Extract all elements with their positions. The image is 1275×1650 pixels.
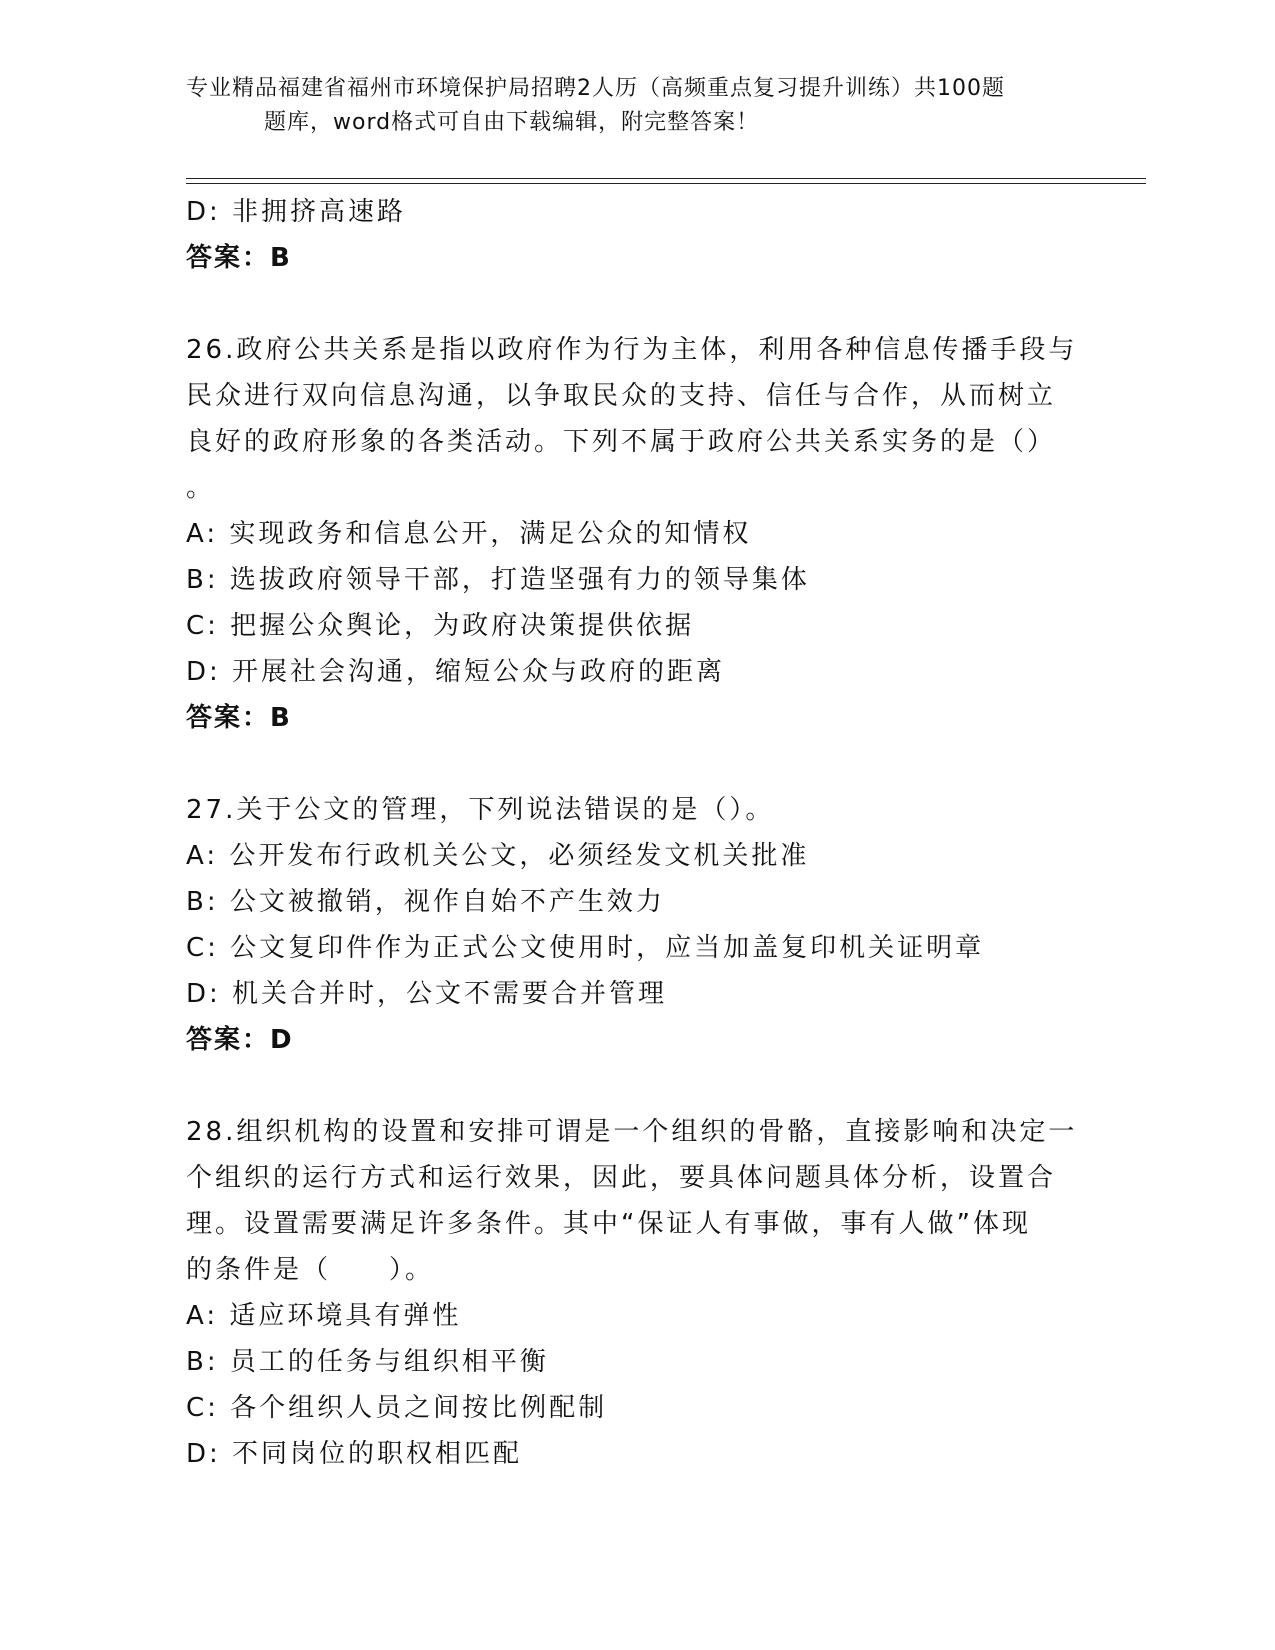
q27-option-d: D: 机关合并时，公文不需要合并管理: [186, 979, 668, 1009]
spacer: [186, 281, 1086, 327]
q28-option-b: B: 员工的任务与组织相平衡: [186, 1347, 549, 1377]
q26-stem-line-2: 民众进行双向信息沟通，以争取民众的支持、信任与合作，从而树立: [186, 381, 1057, 411]
q25-answer: 答案：B: [186, 243, 292, 273]
q28-option-d: D: 不同岗位的职权相匹配: [186, 1439, 523, 1469]
q27-option-c: C: 公文复印件作为正式公文使用时，应当加盖复印机关证明章: [186, 933, 985, 963]
q27-option-a: A: 公开发布行政机关公文，必须经发文机关批准: [186, 841, 810, 871]
q27-stem-line-1: 27.关于公文的管理，下列说法错误的是（）。: [186, 795, 775, 825]
q27-option-b: B: 公文被撤销，视作自始不产生效力: [186, 887, 665, 917]
q26-option-b: B: 选拔政府领导干部，打造坚强有力的领导集体: [186, 565, 810, 595]
document-header: [186, 72, 1086, 140]
header-title-line-2: 题库，word格式可自由下载编辑，附完整答案！: [264, 110, 760, 135]
header-title-line-1: 专业精品福建省福州市环境保护局招聘2人历（高频重点复习提升训练）共100题: [186, 76, 1005, 101]
q26-option-a: A: 实现政务和信息公开，满足公众的知情权: [186, 519, 752, 549]
q28-stem-line-1: 28.组织机构的设置和安排可谓是一个组织的骨骼，直接影响和决定一: [186, 1117, 1078, 1147]
q28-stem-line-2: 个组织的运行方式和运行效果，因此，要具体问题具体分析，设置合: [186, 1163, 1057, 1193]
q27-answer: 答案：D: [186, 1025, 294, 1055]
q28-option-c: C: 各个组织人员之间按比例配制: [186, 1393, 608, 1423]
q28-option-a: A: 适应环境具有弹性: [186, 1301, 462, 1331]
header-rule-bottom: [186, 183, 1146, 184]
q26-option-d: D: 开展社会沟通，缩短公众与政府的距离: [186, 657, 726, 687]
q26-option-c: C: 把握公众舆论，为政府决策提供依据: [186, 611, 695, 641]
spacer: [186, 741, 1086, 787]
q25-option-d: D: 非拥挤高速路: [186, 197, 407, 227]
q26-stem-line-1: 26.政府公共关系是指以政府作为行为主体，利用各种信息传播手段与: [186, 335, 1078, 365]
q26-stem-line-4: 。: [186, 473, 216, 503]
q26-answer: 答案：B: [186, 703, 292, 733]
q28-stem-line-4: 的条件是（ ）。: [186, 1255, 435, 1285]
q28-stem-line-3: 理。设置需要满足许多条件。其中“保证人有事做，事有人做”体现: [186, 1209, 1031, 1239]
spacer: [186, 1063, 1086, 1109]
header-rule-top: [186, 178, 1146, 179]
question-content: [186, 189, 1086, 1477]
q26-stem-line-3: 良好的政府形象的各类活动。下列不属于政府公共关系实务的是（）: [186, 427, 1057, 457]
